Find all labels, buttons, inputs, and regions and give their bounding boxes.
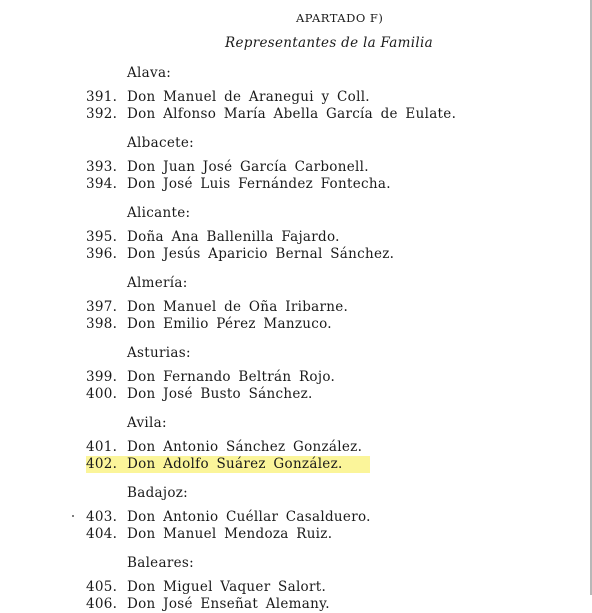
province-heading-almeria: Almería: [127,275,188,291]
entry-name: Don Juan José García Carbonell. [127,159,369,175]
section-heading: APARTADO F) [296,11,384,25]
province-heading-albacete: Albacete: [127,135,194,151]
entry-number: 400. [86,386,118,402]
entry-name: Don Fernando Beltrán Rojo. [127,369,336,385]
list-item [86,246,566,263]
entry-number: 398. [86,316,118,332]
entry-number: 393. [86,159,118,175]
entry-number: 405. [86,579,118,595]
entry-name: Don Emilio Pérez Manzuco. [127,316,332,332]
entry-number: 403. [86,509,118,525]
entry-number: 392. [86,106,118,122]
entry-number: 401. [86,439,118,455]
province-heading-alicante: Alicante: [127,205,191,221]
list-item [86,89,566,106]
entry-name: Don José Busto Sánchez. [127,386,313,402]
entry-name: Don Manuel de Aranegui y Coll. [127,89,370,105]
province-heading-avila: Avila: [127,415,167,431]
list-item [86,316,566,333]
province-heading-asturias: Asturias: [127,345,191,361]
list-item [86,299,566,316]
list-item [86,596,566,613]
list-item [86,439,566,456]
list-item [86,106,566,123]
entry-number: 399. [86,369,118,385]
list-item [86,229,566,246]
entry-name: Doña Ana Ballenilla Fajardo. [127,229,340,245]
scan-speck [72,515,74,517]
list-item [86,526,566,543]
entry-number: 394. [86,176,118,192]
entry-name: Don José Luis Fernández Fontecha. [127,176,391,192]
entry-number: 391. [86,89,118,105]
list-item [86,579,566,596]
entry-name: Don Jesús Aparicio Bernal Sánchez. [127,246,395,262]
province-heading-badajoz: Badajoz: [127,485,189,501]
entry-number: 396. [86,246,118,262]
list-item [86,176,566,193]
entry-number: 402. [86,456,118,472]
entry-name: Don Alfonso María Abella García de Eulate. [127,106,457,122]
entry-number: 404. [86,526,118,542]
entry-number: 397. [86,299,118,315]
representatives-list [86,64,566,613]
province-heading-alava: Alava: [127,65,172,81]
entry-name: Don Antonio Sánchez González. [127,439,363,455]
entry-name: Don Manuel Mendoza Ruiz. [127,526,333,542]
entry-number: 395. [86,229,118,245]
list-item [86,509,566,526]
province-heading-baleares: Baleares: [127,555,194,571]
highlighted-list-item [86,456,370,473]
list-item [86,369,566,386]
entry-name: Don Antonio Cuéllar Casalduero. [127,509,371,525]
entry-name: Don Manuel de Oña Iribarne. [127,299,349,315]
entry-name: Don Miguel Vaquer Salort. [127,579,327,595]
entry-number: 406. [86,596,118,612]
list-item [86,159,566,176]
list-item [86,386,566,403]
entry-name: Don José Enseñat Alemany. [127,596,330,612]
section-subheading: Representantes de la Familia [225,35,433,51]
entry-name: Don Adolfo Suárez González. [127,456,343,472]
